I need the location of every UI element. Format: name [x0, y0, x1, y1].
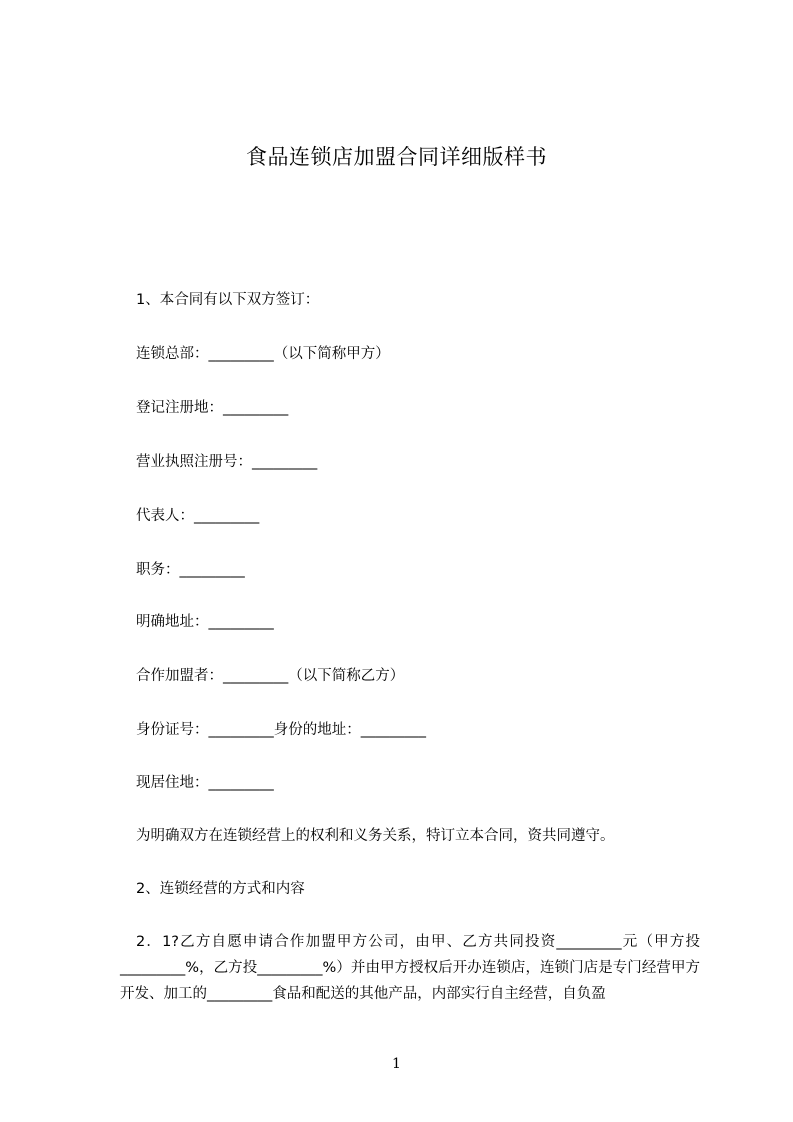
clause-1-heading: 1、本合同有以下双方签订： [136, 292, 320, 308]
franchisee-field: 合作加盟者：_________（以下简称乙方） [136, 668, 405, 684]
registration-place-field: 登记注册地：_________ [136, 400, 289, 416]
clause-2-1-paragraph: 2．1?乙方自愿申请合作加盟甲方公司，由甲、乙方共同投资_________元（甲方投_________%，乙方投_________%）并由甲方授权后开办连锁店，连锁门店是专门经营甲方开发、加工的_________食品和配送的其他产品，内部实行自主经营，自负盈 [120, 934, 700, 1002]
id-number-and-address-field: 身份证号：_________身份的地址：_________ [136, 722, 426, 738]
page-number: 1 [392, 1056, 401, 1072]
current-residence-field: 现居住地：_________ [136, 775, 274, 791]
contract-purpose-statement: 为明确双方在连锁经营上的权利和义务关系，特订立本合同，资共同遵守。 [136, 828, 615, 844]
chain-headquarters-field: 连锁总部：_________（以下简称甲方） [136, 346, 390, 362]
clause-2-heading: 2、连锁经营的方式和内容 [136, 881, 305, 897]
address-field: 明确地址：_________ [136, 614, 274, 630]
representative-field: 代表人：_________ [136, 508, 260, 524]
business-license-number-field: 营业执照注册号：_________ [136, 454, 318, 470]
document-title: 食品连锁店加盟合同详细版样书 [246, 145, 547, 169]
position-field: 职务：_________ [136, 562, 245, 578]
